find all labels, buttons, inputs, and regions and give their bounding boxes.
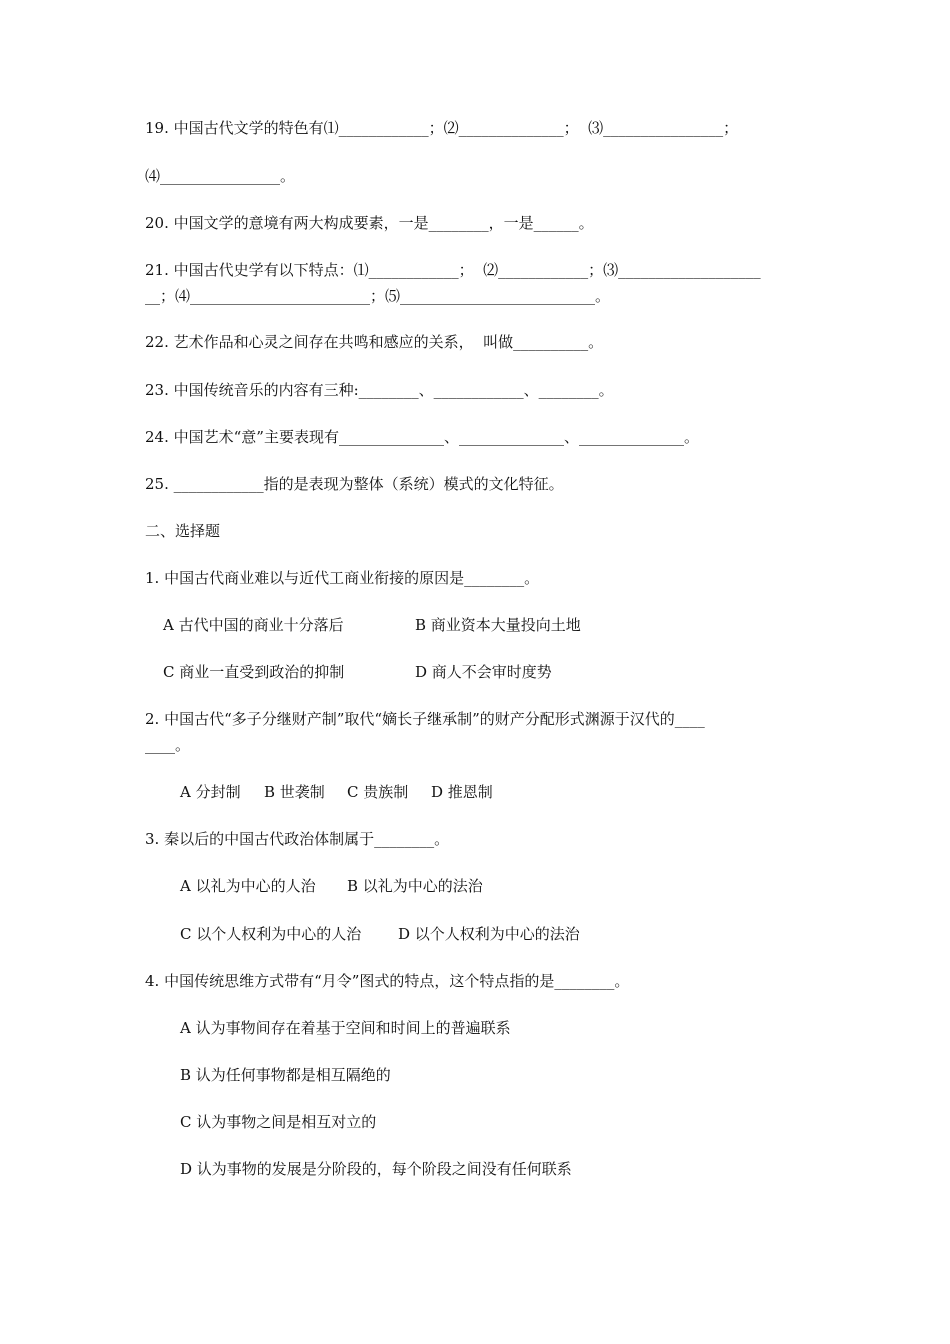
mc-question-2-option-a: A 分封制 (180, 783, 241, 801)
mc-question-2-stem-line-1: 2. 中国古代“多子分继财产制”取代“嫡长子继承制”的财产分配形式渊源于汉代的____ (145, 710, 705, 728)
section-title: 二、选择题 (145, 522, 221, 540)
mc-question-1-option-b: B 商业资本大量投向土地 (415, 616, 581, 634)
mc-question-3-option-d: D 以个人权利为中心的法治 (398, 925, 580, 943)
question-21-line-2: __；⑷________________________；⑸__________________________。 (145, 287, 611, 305)
mc-question-4-stem: 4. 中国传统思维方式带有“月令”图式的特点，这个特点指的是________。 (145, 972, 630, 990)
mc-question-3-stem: 3. 秦以后的中国古代政治体制属于________。 (145, 830, 450, 848)
mc-question-4-option-a: A 认为事物间存在着基于空间和时间上的普遍联系 (180, 1019, 511, 1037)
question-20: 20. 中国文学的意境有两大构成要素，一是________，一是______。 (145, 214, 594, 232)
mc-question-2-option-d: D 推恩制 (431, 783, 493, 801)
question-19-line-1: 19. 中国古代文学的特色有⑴____________；⑵______________； ⑶________________； (145, 119, 739, 137)
mc-question-2-option-b: B 世袭制 (264, 783, 325, 801)
question-22: 22. 艺术作品和心灵之间存在共鸣和感应的关系， 叫做__________。 (145, 333, 604, 351)
mc-question-4-option-d: D 认为事物的发展是分阶段的，每个阶段之间没有任何联系 (180, 1160, 572, 1178)
mc-question-1-option-c: C 商业一直受到政治的抑制 (163, 663, 345, 681)
mc-question-1-stem: 1. 中国古代商业难以与近代工商业衔接的原因是________。 (145, 569, 540, 587)
mc-question-1-option-d: D 商人不会审时度势 (415, 663, 552, 681)
mc-question-3-option-b: B 以礼为中心的法治 (347, 877, 483, 895)
mc-question-3-option-a: A 以礼为中心的人治 (180, 877, 316, 895)
mc-question-3-option-c: C 以个人权利为中心的人治 (180, 925, 362, 943)
mc-question-2-option-c: C 贵族制 (347, 783, 409, 801)
question-21-line-1: 21. 中国古代史学有以下特点：⑴____________； ⑵____________；⑶___________________ (145, 261, 761, 279)
question-24: 24. 中国艺术“意”主要表现有______________、______________、______________。 (145, 428, 699, 446)
mc-question-4-option-c: C 认为事物之间是相互对立的 (180, 1113, 377, 1131)
question-19-line-2: ⑷________________。 (145, 167, 296, 185)
mc-question-1-option-a: A 古代中国的商业十分落后 (163, 616, 344, 634)
mc-question-4-option-b: B 认为任何事物都是相互隔绝的 (180, 1066, 391, 1084)
question-23: 23. 中国传统音乐的内容有三种:________、____________、________。 (145, 381, 614, 399)
mc-question-2-stem-line-2: ____。 (145, 736, 191, 754)
question-25: 25. ____________指的是表现为整体（系统）模式的文化特征。 (145, 475, 564, 493)
